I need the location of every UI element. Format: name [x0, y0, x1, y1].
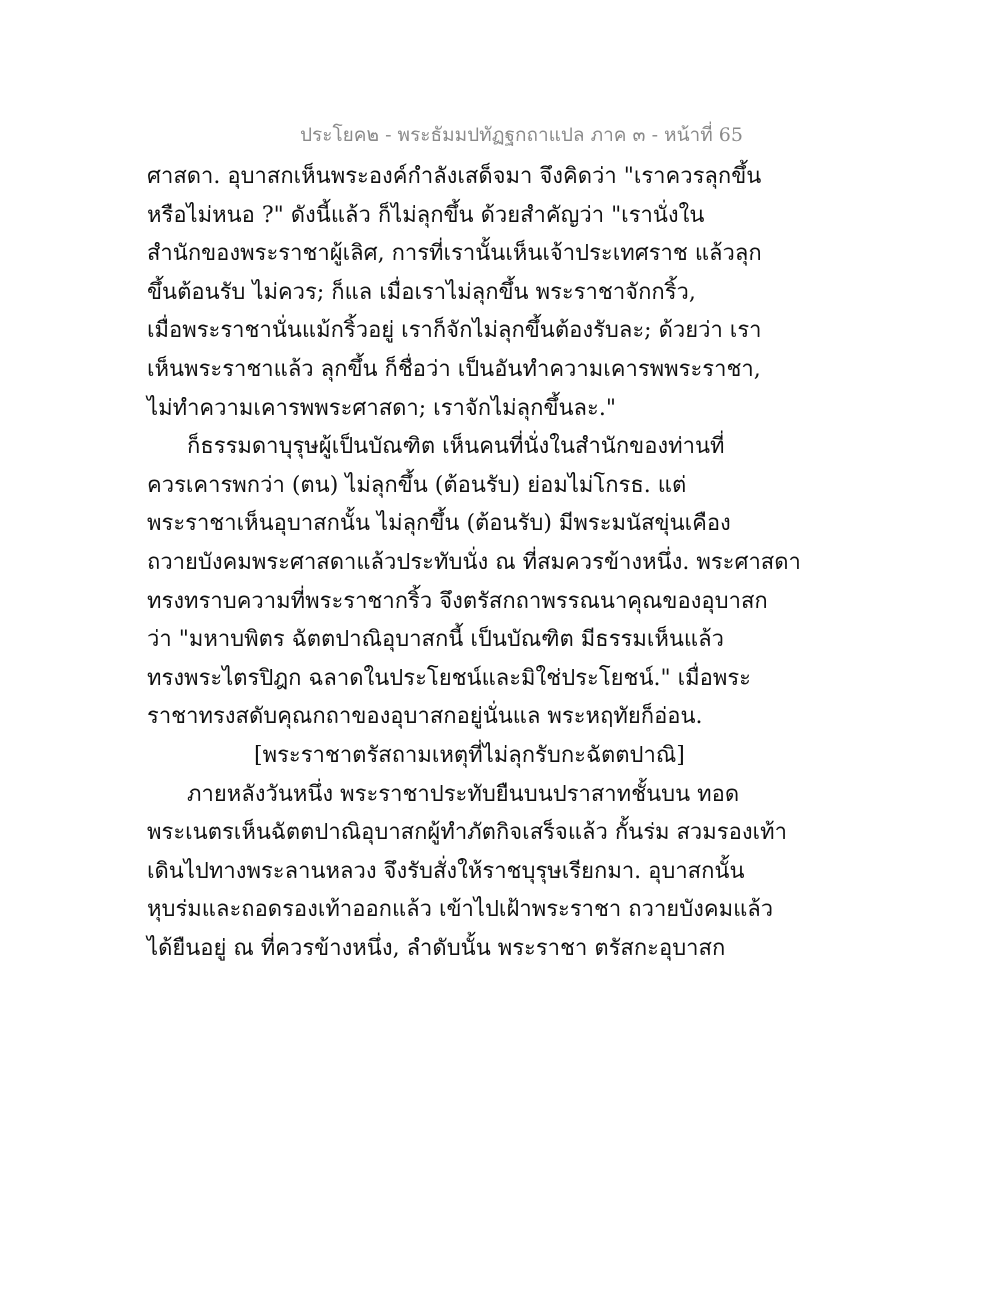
section-heading: [พระราชาตรัสถามเหตุที่ไม่ลุกรับกะฉัตตปาณิ] — [254, 742, 685, 768]
text-line: เห็นพระราชาแล้ว ลุกขึ้น ก็ชื่อว่า เป็นอันทำความเคารพพระราชา, — [147, 356, 761, 382]
text-line: ทรงทราบความที่พระราชากริ้ว จึงตรัสกถาพรรณนาคุณของอุบาสก — [147, 588, 768, 614]
paragraph-start-line: ภายหลังวันหนึ่ง พระราชาประทับยืนบนปราสาทชั้นบน ทอด — [187, 781, 740, 807]
text-line: ได้ยืนอยู่ ณ ที่ควรข้างหนึ่ง, ลำดับนั้น พระราชา ตรัสกะอุบาสก — [147, 935, 726, 961]
text-line: เดินไปทางพระลานหลวง จึงรับสั่งให้ราชบุรุษเรียกมา. อุบาสกนั้น — [147, 858, 745, 884]
text-line: ทรงพระไตรปิฎก ฉลาดในประโยชน์และมิใช่ประโยชน์." เมื่อพระ — [147, 665, 751, 691]
text-line: หุบร่มและถอดรองเท้าออกแล้ว เข้าไปเฝ้าพระราชา ถวายบังคมแล้ว — [147, 897, 774, 923]
text-line: ควรเคารพกว่า (ตน) ไม่ลุกขึ้น (ต้อนรับ) ย่อมไม่โกรธ. แต่ — [147, 472, 687, 498]
text-line: สำนักของพระราชาผู้เลิศ, การที่เรานั้นเห็นเจ้าประเทศราช แล้วลุก — [147, 241, 762, 267]
text-line: ว่า "มหาบพิตร ฉัตตปาณิอุบาสกนี้ เป็นบัณฑิต มีธรรมเห็นแล้ว — [147, 627, 724, 653]
text-line: ศาสดา. อุบาสกเห็นพระองค์กำลังเสด็จมา จึงคิดว่า "เราควรลุกขึ้น — [147, 164, 762, 189]
text-line: ถวายบังคมพระศาสดาแล้วประทับนั่ง ณ ที่สมควรข้างหนึ่ง. พระศาสดา — [147, 549, 801, 575]
body-text — [147, 158, 801, 968]
paragraph-start-line: ก็ธรรมดาบุรุษผู้เป็นบัณฑิต เห็นคนที่นั่งในสำนักของท่านที่ — [187, 434, 725, 460]
text-line: หรือไม่หนอ ?" ดังนี้แล้ว ก็ไม่ลุกขึ้น ด้วยสำคัญว่า "เรานั่งใน — [147, 202, 705, 228]
text-line: พระเนตรเห็นฉัตตปาณิอุบาสกผู้ทำภัตกิจเสร็จแล้ว กั้นร่ม สวมรองเท้า — [147, 820, 787, 846]
text-line: พระราชาเห็นอุบาสกนั้น ไม่ลุกขึ้น (ต้อนรับ) มีพระมนัสขุ่นเคือง — [147, 511, 731, 537]
text-line: เมื่อพระราชานั่นแม้กริ้วอยู่ เราก็จักไม่ลุกขึ้นต้องรับละ; ด้วยว่า เรา — [147, 318, 762, 344]
running-header: ประโยค๒ - พระธัมมปทัฏฐกถาแปล ภาค ๓ - หน้าที่ 65 — [300, 124, 743, 146]
text-line: ไม่ทำความเคารพพระศาสดา; เราจักไม่ลุกขึ้นละ." — [147, 395, 616, 421]
text-line: ขึ้นต้อนรับ ไม่ควร; ก็แล เมื่อเราไม่ลุกขึ้น พระราชาจักกริ้ว, — [147, 279, 696, 305]
text-line: ราชาทรงสดับคุณกถาของอุบาสกอยู่นั่นแล พระหฤทัยก็อ่อน. — [147, 704, 703, 730]
